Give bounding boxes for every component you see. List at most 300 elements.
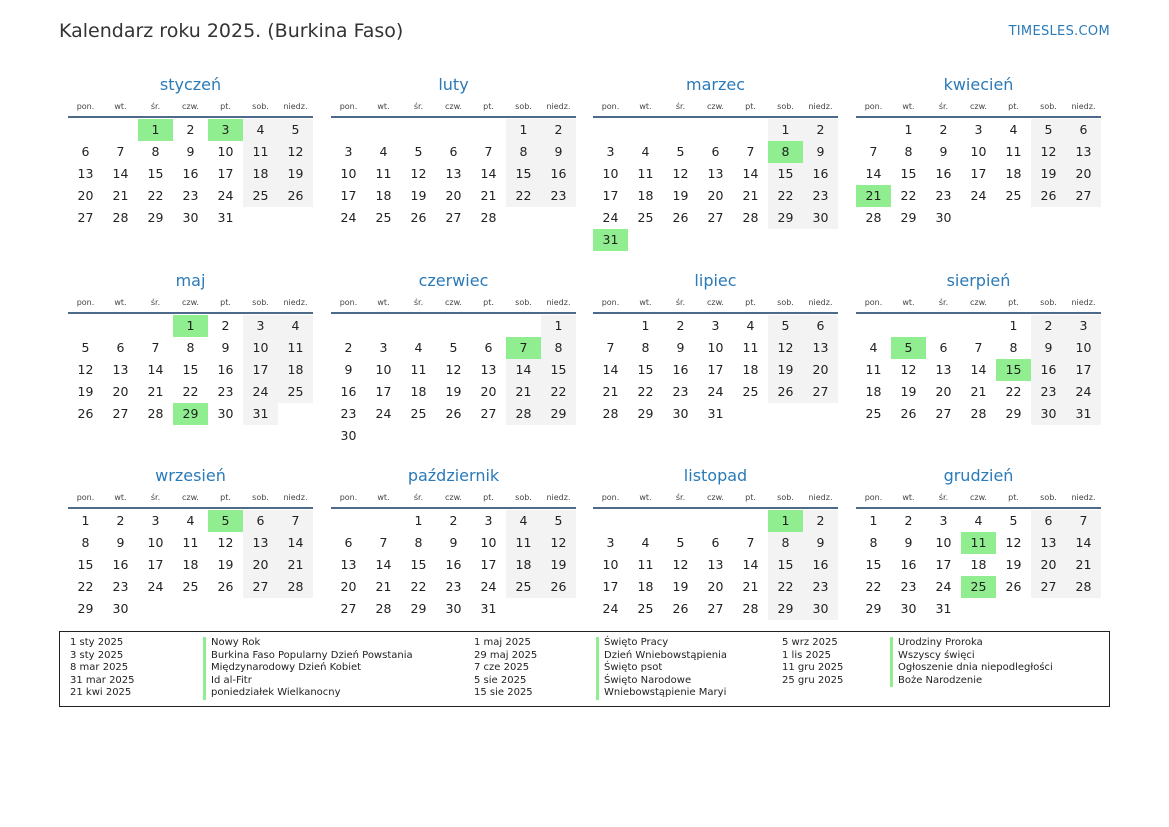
empty-cell [436, 119, 471, 141]
weekday-header [68, 97, 313, 118]
day-cell: 24 [480, 579, 497, 594]
day-cell: 28 [278, 576, 313, 598]
day-cell: 19 [900, 384, 917, 399]
empty-cell [506, 315, 541, 337]
day-cell: 15 [506, 163, 541, 185]
day-cell: 8 [768, 532, 803, 554]
day-grid [68, 510, 313, 620]
day-cell: 25 [375, 210, 392, 225]
day-cell: 31 [243, 403, 278, 425]
day-cell: 17 [970, 166, 987, 181]
day-cell: 7 [746, 535, 755, 550]
empty-cell [471, 119, 506, 141]
day-grid [593, 119, 838, 251]
day-cell: 1 [904, 122, 913, 137]
day-cell: 5 [676, 144, 685, 159]
day-cell: 6 [449, 144, 458, 159]
month-block [68, 269, 313, 425]
day-cell: 6 [1066, 119, 1101, 141]
weekday-label: pt. [220, 102, 231, 111]
day-cell: 9 [1031, 337, 1066, 359]
weekday-header [856, 97, 1101, 118]
day-cell: 4 [1009, 122, 1018, 137]
legend-names-col-2 [596, 637, 727, 700]
day-cell: 22 [77, 579, 94, 594]
day-cell: 26 [672, 601, 689, 616]
weekday-label: sob. [777, 493, 794, 502]
day-cell: 29 [147, 210, 164, 225]
day-cell: 15 [541, 359, 576, 381]
day-cell: 22 [182, 384, 199, 399]
weekday-label: czw. [445, 102, 462, 111]
weekday-label: śr. [150, 493, 161, 502]
day-cell: 6 [939, 340, 948, 355]
empty-cell [733, 510, 768, 532]
day-cell: 21 [742, 579, 759, 594]
holiday-day-cell: 25 [961, 576, 996, 598]
day-cell: 3 [243, 315, 278, 337]
day-cell: 27 [1031, 576, 1066, 598]
day-cell: 25 [278, 381, 313, 403]
weekday-label: pon. [864, 102, 883, 111]
weekday-label: pon. [76, 493, 95, 502]
weekday-label: śr. [675, 493, 686, 502]
day-cell: 16 [340, 384, 357, 399]
day-cell: 18 [1005, 166, 1022, 181]
day-cell: 27 [112, 406, 129, 421]
legend-entry: 8 mar 2025 [70, 662, 129, 673]
day-cell: 8 [1009, 340, 1018, 355]
day-cell: 4 [746, 318, 755, 333]
day-cell: 14 [480, 166, 497, 181]
empty-cell [891, 315, 926, 337]
weekday-header [331, 97, 576, 118]
day-cell: 19 [1031, 163, 1066, 185]
day-cell: 19 [410, 188, 427, 203]
month-block [68, 73, 313, 229]
day-cell: 23 [1031, 381, 1066, 403]
empty-cell [663, 510, 698, 532]
day-cell: 17 [1066, 359, 1101, 381]
day-cell: 30 [217, 406, 234, 421]
empty-cell [856, 119, 891, 141]
holiday-day-cell: 29 [173, 403, 208, 425]
day-cell: 23 [217, 384, 234, 399]
day-cell: 10 [375, 362, 392, 377]
weekday-label: pt. [220, 493, 231, 502]
empty-cell [331, 315, 366, 337]
brand-link[interactable]: TIMESLES.COM [1008, 24, 1110, 39]
day-cell: 12 [410, 166, 427, 181]
day-cell: 22 [900, 188, 917, 203]
day-cell: 5 [449, 340, 458, 355]
day-cell: 26 [768, 381, 803, 403]
day-cell: 30 [1031, 403, 1066, 425]
day-cell: 20 [1031, 554, 1066, 576]
day-cell: 25 [637, 601, 654, 616]
weekday-label: wt. [377, 493, 390, 502]
day-cell: 15 [182, 362, 199, 377]
day-cell: 13 [340, 557, 357, 572]
day-cell: 22 [768, 185, 803, 207]
day-cell: 18 [278, 359, 313, 381]
legend-entry: 1 sty 2025 [70, 637, 124, 648]
weekday-label: czw. [707, 298, 724, 307]
day-cell: 6 [243, 510, 278, 532]
day-cell: 28 [112, 210, 129, 225]
day-cell: 29 [865, 601, 882, 616]
weekday-label: śr. [150, 102, 161, 111]
day-cell: 16 [803, 554, 838, 576]
day-cell: 7 [1066, 510, 1101, 532]
day-cell: 12 [900, 362, 917, 377]
day-grid [68, 315, 313, 425]
day-cell: 30 [672, 406, 689, 421]
holiday-day-cell: 3 [208, 119, 243, 141]
day-cell: 29 [900, 210, 917, 225]
weekday-label: wt. [377, 298, 390, 307]
empty-cell [366, 510, 401, 532]
day-cell: 24 [1066, 381, 1101, 403]
day-cell: 13 [707, 557, 724, 572]
day-cell: 15 [410, 557, 427, 572]
day-cell: 8 [641, 340, 650, 355]
empty-cell [68, 119, 103, 141]
weekday-label: wt. [902, 102, 915, 111]
day-cell: 17 [480, 557, 497, 572]
day-cell: 18 [970, 557, 987, 572]
day-cell: 30 [340, 428, 357, 443]
day-cell: 16 [672, 362, 689, 377]
legend-entry: 1 lis 2025 [782, 649, 831, 661]
weekday-label: pon. [339, 298, 358, 307]
day-cell: 16 [1031, 359, 1066, 381]
day-cell: 25 [182, 579, 199, 594]
weekday-label: wt. [902, 298, 915, 307]
empty-cell [103, 315, 138, 337]
day-cell: 30 [900, 601, 917, 616]
day-cell: 28 [742, 601, 759, 616]
weekday-label: wt. [114, 102, 127, 111]
month-block [593, 269, 838, 425]
weekday-label: czw. [182, 298, 199, 307]
day-cell: 5 [541, 510, 576, 532]
day-cell: 13 [445, 166, 462, 181]
day-cell: 13 [112, 362, 129, 377]
legend-dates-col-2 [474, 637, 537, 700]
weekday-label: niedz. [546, 493, 571, 502]
day-cell: 4 [186, 513, 195, 528]
legend-entry: 11 gru 2025 [782, 662, 844, 673]
day-cell: 7 [746, 144, 755, 159]
holiday-day-cell: 1 [768, 510, 803, 532]
day-cell: 9 [344, 362, 353, 377]
day-cell: 9 [676, 340, 685, 355]
holiday-day-cell: 1 [173, 315, 208, 337]
day-cell: 19 [672, 188, 689, 203]
weekday-label: sob. [252, 298, 269, 307]
weekday-label: czw. [707, 493, 724, 502]
day-cell: 5 [278, 119, 313, 141]
day-cell: 14 [506, 359, 541, 381]
day-cell: 14 [375, 557, 392, 572]
day-cell: 26 [672, 210, 689, 225]
day-cell: 11 [410, 362, 427, 377]
day-cell: 22 [1005, 384, 1022, 399]
weekday-label: śr. [150, 298, 161, 307]
day-cell: 14 [147, 362, 164, 377]
day-cell: 10 [707, 340, 724, 355]
weekday-label: niedz. [283, 102, 308, 111]
day-cell: 25 [1005, 188, 1022, 203]
empty-cell [436, 315, 471, 337]
day-cell: 13 [480, 362, 497, 377]
day-cell: 28 [602, 406, 619, 421]
day-cell: 19 [768, 359, 803, 381]
day-cell: 1 [506, 119, 541, 141]
day-cell: 29 [541, 403, 576, 425]
empty-cell [733, 119, 768, 141]
day-cell: 7 [974, 340, 983, 355]
weekday-label: śr. [675, 102, 686, 111]
day-cell: 10 [217, 144, 234, 159]
month-block [856, 73, 1101, 229]
day-cell: 21 [602, 384, 619, 399]
day-cell: 24 [602, 601, 619, 616]
day-cell: 12 [278, 141, 313, 163]
day-cell: 25 [243, 185, 278, 207]
day-cell: 7 [869, 144, 878, 159]
day-cell: 19 [217, 557, 234, 572]
day-cell: 15 [147, 166, 164, 181]
day-cell: 12 [217, 535, 234, 550]
day-cell: 13 [77, 166, 94, 181]
day-cell: 26 [278, 185, 313, 207]
empty-cell [628, 119, 663, 141]
day-cell: 16 [803, 163, 838, 185]
weekday-label: pon. [76, 102, 95, 111]
weekday-label: pt. [1008, 493, 1019, 502]
day-cell: 11 [506, 532, 541, 554]
day-cell: 21 [742, 188, 759, 203]
legend-entry: 15 sie 2025 [474, 687, 533, 698]
day-cell: 4 [974, 513, 983, 528]
day-cell: 27 [243, 576, 278, 598]
day-cell: 24 [340, 210, 357, 225]
weekday-label: pon. [339, 102, 358, 111]
weekday-label: wt. [639, 298, 652, 307]
day-cell: 20 [707, 579, 724, 594]
weekday-header [68, 293, 313, 314]
weekday-header [593, 488, 838, 509]
day-cell: 5 [414, 144, 423, 159]
day-cell: 25 [865, 406, 882, 421]
day-cell: 27 [707, 601, 724, 616]
month-name: grudzień [943, 466, 1014, 485]
weekday-label: sob. [1040, 102, 1057, 111]
month-name: luty [438, 75, 469, 94]
day-cell: 30 [445, 601, 462, 616]
day-cell: 10 [602, 557, 619, 572]
day-cell: 24 [707, 384, 724, 399]
weekday-label: czw. [445, 493, 462, 502]
weekday-label: sob. [515, 493, 532, 502]
day-cell: 21 [112, 188, 129, 203]
empty-cell [331, 119, 366, 141]
empty-cell [961, 315, 996, 337]
holiday-day-cell: 11 [961, 532, 996, 554]
day-cell: 10 [480, 535, 497, 550]
day-cell: 21 [147, 384, 164, 399]
day-cell: 28 [480, 210, 497, 225]
day-cell: 9 [803, 532, 838, 554]
day-cell: 12 [768, 337, 803, 359]
holiday-day-cell: 5 [208, 510, 243, 532]
day-cell: 6 [711, 535, 720, 550]
weekday-label: wt. [377, 102, 390, 111]
day-cell: 11 [1005, 144, 1022, 159]
day-cell: 16 [182, 166, 199, 181]
legend-dates-col-3 [782, 637, 843, 687]
weekday-label: pt. [745, 298, 756, 307]
legend-entry: Święto Pracy [596, 637, 727, 650]
day-cell: 15 [768, 554, 803, 576]
day-cell: 22 [410, 579, 427, 594]
day-cell: 13 [1031, 532, 1066, 554]
day-cell: 12 [77, 362, 94, 377]
day-cell: 31 [217, 210, 234, 225]
month-name: listopad [683, 466, 748, 485]
day-cell: 18 [865, 384, 882, 399]
legend-names-col-3 [890, 637, 1053, 687]
day-cell: 16 [112, 557, 129, 572]
day-cell: 26 [541, 576, 576, 598]
weekday-label: niedz. [1071, 102, 1096, 111]
legend-entry: Święto psot [596, 662, 727, 675]
day-cell: 9 [904, 535, 913, 550]
day-grid [856, 119, 1101, 229]
day-cell: 31 [1066, 403, 1101, 425]
day-cell: 20 [77, 188, 94, 203]
day-cell: 16 [900, 557, 917, 572]
day-cell: 13 [243, 532, 278, 554]
day-cell: 19 [77, 384, 94, 399]
day-cell: 23 [900, 579, 917, 594]
day-cell: 7 [606, 340, 615, 355]
weekday-label: pt. [745, 102, 756, 111]
weekday-header [68, 488, 313, 509]
weekday-label: sob. [777, 298, 794, 307]
legend-entry: 31 mar 2025 [70, 674, 135, 686]
day-cell: 3 [484, 513, 493, 528]
day-cell: 25 [506, 576, 541, 598]
day-cell: 6 [116, 340, 125, 355]
weekday-label: czw. [970, 102, 987, 111]
day-cell: 27 [803, 381, 838, 403]
empty-cell [593, 510, 628, 532]
day-cell: 7 [151, 340, 160, 355]
day-cell: 27 [340, 601, 357, 616]
day-cell: 4 [641, 535, 650, 550]
day-cell: 31 [935, 601, 952, 616]
weekday-header [593, 97, 838, 118]
weekday-label: sob. [1040, 493, 1057, 502]
day-cell: 1 [641, 318, 650, 333]
holiday-day-cell: 21 [856, 185, 891, 207]
day-cell: 3 [379, 340, 388, 355]
weekday-label: sob. [1040, 298, 1057, 307]
day-cell: 23 [803, 576, 838, 598]
legend-names-col-1 [203, 637, 413, 700]
weekday-label: pt. [483, 298, 494, 307]
weekday-label: pon. [864, 298, 883, 307]
month-name: maj [175, 271, 206, 290]
day-cell: 9 [116, 535, 125, 550]
legend-entry: Ogłoszenie dnia niepodległości [890, 662, 1053, 675]
day-cell: 1 [414, 513, 423, 528]
empty-cell [366, 315, 401, 337]
weekday-label: sob. [515, 298, 532, 307]
empty-cell [698, 119, 733, 141]
weekday-label: pt. [1008, 298, 1019, 307]
weekday-label: sob. [252, 493, 269, 502]
legend-entry: 25 gru 2025 [782, 674, 844, 686]
month-block [331, 269, 576, 447]
day-cell: 8 [151, 144, 160, 159]
day-cell: 15 [768, 163, 803, 185]
day-cell: 3 [711, 318, 720, 333]
day-cell: 31 [480, 601, 497, 616]
day-cell: 6 [1031, 510, 1066, 532]
weekday-label: śr. [413, 298, 424, 307]
holiday-day-cell: 31 [593, 229, 628, 251]
weekday-label: pt. [745, 493, 756, 502]
day-cell: 5 [1009, 513, 1018, 528]
day-cell: 12 [672, 557, 689, 572]
day-cell: 24 [970, 188, 987, 203]
day-cell: 29 [410, 601, 427, 616]
day-cell: 25 [410, 406, 427, 421]
day-cell: 30 [803, 207, 838, 229]
day-cell: 31 [707, 406, 724, 421]
weekday-header [331, 293, 576, 314]
day-cell: 28 [375, 601, 392, 616]
day-cell: 12 [672, 166, 689, 181]
weekday-label: pon. [601, 298, 620, 307]
day-cell: 17 [707, 362, 724, 377]
day-cell: 8 [81, 535, 90, 550]
day-cell: 29 [77, 601, 94, 616]
day-cell: 23 [445, 579, 462, 594]
day-cell: 20 [112, 384, 129, 399]
day-cell: 15 [77, 557, 94, 572]
day-cell: 23 [541, 185, 576, 207]
day-grid [68, 119, 313, 229]
day-cell: 4 [641, 144, 650, 159]
day-cell: 7 [116, 144, 125, 159]
empty-cell [856, 315, 891, 337]
day-cell: 9 [186, 144, 195, 159]
day-cell: 25 [742, 384, 759, 399]
weekday-label: niedz. [283, 298, 308, 307]
day-cell: 5 [768, 315, 803, 337]
weekday-label: niedz. [546, 102, 571, 111]
day-cell: 8 [541, 337, 576, 359]
holiday-day-cell: 7 [506, 337, 541, 359]
weekday-header [856, 488, 1101, 509]
weekday-label: śr. [413, 493, 424, 502]
day-cell: 14 [602, 362, 619, 377]
